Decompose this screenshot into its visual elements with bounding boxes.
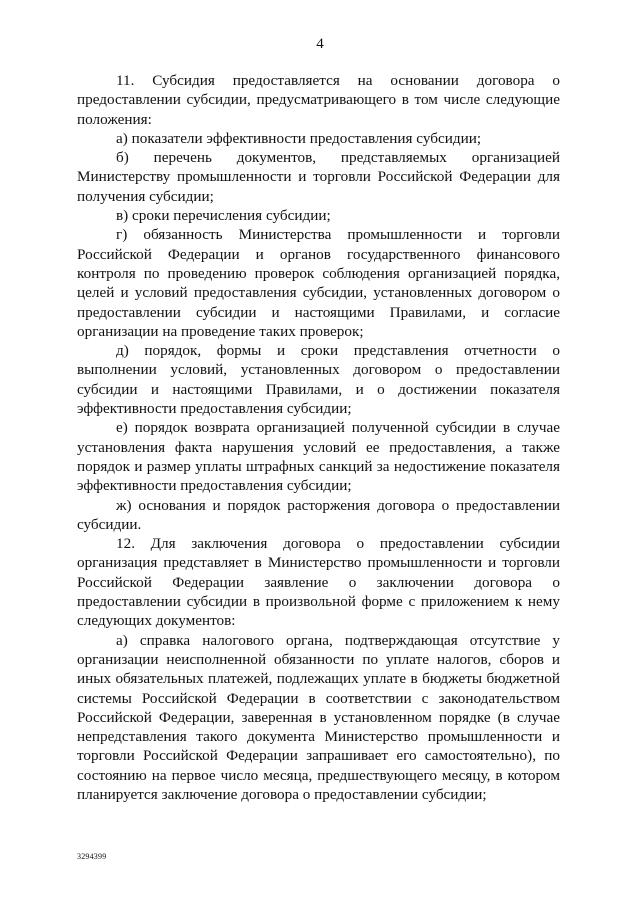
- paragraph-11-b: б) перечень документов, представляемых организацией Министерству промышленности и торговли Российской Федерации для получения субсидии;: [77, 149, 560, 205]
- paragraph-11-v: в) сроки перечисления субсидии;: [116, 207, 331, 225]
- paragraph-11-zh: ж) основания и порядок расторжения договора о предоставлении субсидии.: [77, 496, 560, 533]
- paragraph-12-a: а) справка налогового органа, подтверждающая отсутствие у организации неисполненной обязанности по уплате налогов, сборов и иных обязательных платежей, подлежащих уплате в бюджеты бюджетной системы Российской Федерации в соответствии с законодательством Российской Федерации, заверенная в установленном порядке (в случае непредставления такого документа Министерство промышленности и торговли Российской Федерации запрашивает его самостоятельно), по состоянию на первое число месяца, предшествующего месяцу, в котором планируется заключение договора о предоставлении субсидии;: [77, 631, 560, 803]
- paragraph-11: 11. Субсидия предоставляется на основании договора о предоставлении субсидии, предусматривающего в том числе следующие положения:: [77, 72, 560, 128]
- paragraph-11-e: е) порядок возврата организацией полученной субсидии в случае установления факта нарушения условий ее предоставления, а также порядок и размер уплаты штрафных санкций за недостижение показателя эффективности предоставления субсидии;: [77, 419, 560, 495]
- paragraph-11-d: д) порядок, формы и сроки представления отчетности о выполнении условий, установленных договором о предоставлении субсидии и настоящими Правилами, и о достижении показателя эффективности предоставления субсидии;: [77, 342, 560, 418]
- document-body: [77, 71, 560, 804]
- paragraph-11-g: г) обязанность Министерства промышленности и торговли Российской Федерации и органов государственного финансового контроля по проведению проверок соблюдения организацией порядка, целей и условий предоставления субсидии, установленных договором о предоставлении субсидии и настоящими Правилами, и согласие организации на проведение таких проверок;: [77, 226, 560, 340]
- paragraph-11-a: а) показатели эффективности предоставления субсидии;: [116, 129, 482, 147]
- page-number: 4: [316, 36, 324, 52]
- paragraph-12: 12. Для заключения договора о предоставлении субсидии организация представляет в Министерство промышленности и торговли Российской Федерации заявление о заключении договора о предоставлении субсидии в произвольной форме с приложением к нему следующих документов:: [77, 535, 560, 630]
- document-id: 3294399: [77, 852, 107, 861]
